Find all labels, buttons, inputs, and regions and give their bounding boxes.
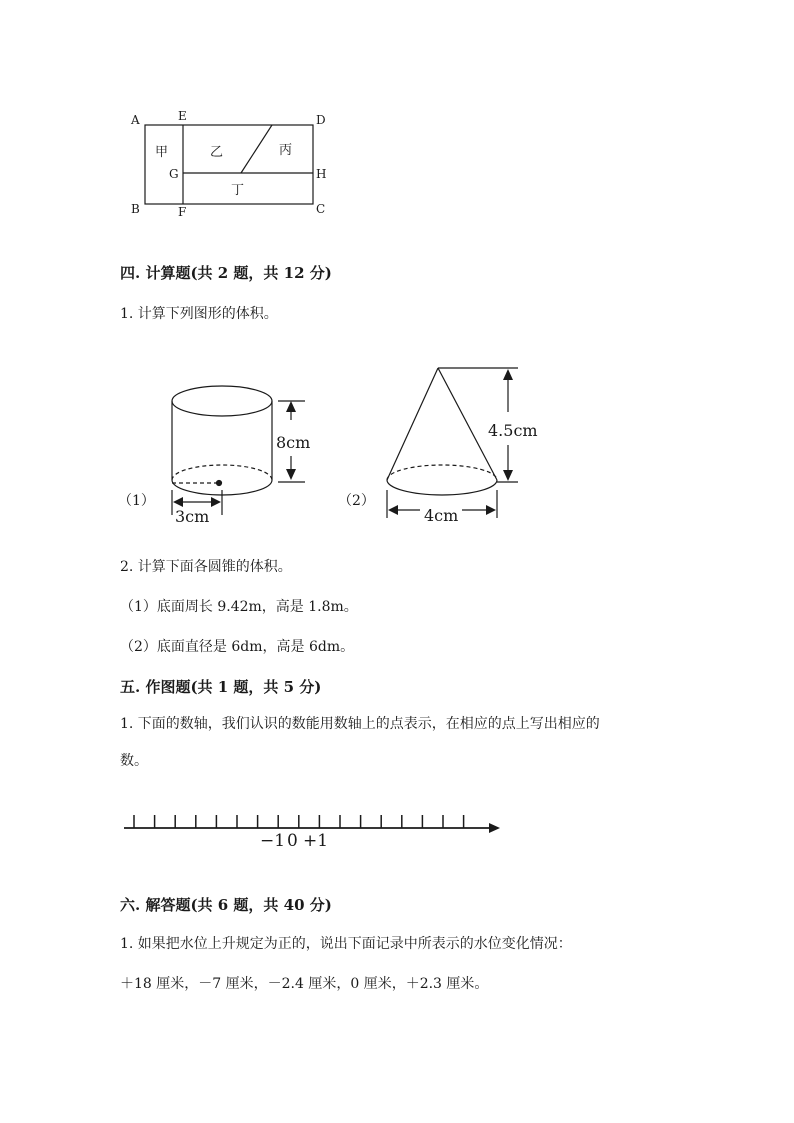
section-5-heading: 五. 作图题(共 1 题，共 5 分) (120, 678, 322, 696)
axis-label-minus-one: −1 (260, 831, 286, 851)
question-4-2-2: （2）底面直径是 6dm，高是 6dm。 (120, 639, 355, 655)
corner-label-b: B (131, 202, 140, 216)
corner-label-f: F (178, 205, 187, 219)
corner-label-d: D (316, 113, 326, 127)
number-line-ticks (134, 815, 464, 828)
axis-label-zero: 0 (287, 831, 298, 851)
question-4-2: 2. 计算下面各圆锥的体积。 (120, 559, 292, 575)
cylinder-radius-label: 3cm (175, 507, 210, 526)
cone-diameter-label: 4cm (424, 506, 459, 525)
corner-label-a: A (131, 113, 140, 127)
section-4-heading: 四. 计算题(共 2 题，共 12 分) (120, 264, 332, 282)
region-label-ding: 丁 (231, 183, 245, 198)
figure-label-2: （2） (338, 493, 375, 509)
question-5-1-line-2: 数。 (120, 753, 148, 769)
arrow-right-icon (489, 823, 500, 833)
question-6-1-values: ＋18 厘米，－7 厘米，－2.4 厘米，0 厘米，＋2.3 厘米。 (120, 976, 489, 992)
corner-label-h: H (316, 167, 327, 181)
corner-label-g: G (169, 167, 179, 181)
cylinder-height-label: 8cm (276, 433, 311, 452)
corner-label-e: E (178, 109, 187, 123)
question-4-1: 1. 计算下列图形的体积。 (120, 306, 278, 322)
region-label-yi: 乙 (210, 145, 224, 160)
cone-height-label: 4.5cm (488, 421, 538, 440)
section-6-heading: 六. 解答题(共 6 题，共 40 分) (120, 896, 332, 914)
question-5-1-line-1: 1. 下面的数轴，我们认识的数能用数轴上的点表示，在相应的点上写出相应的 (120, 716, 600, 732)
axis-label-plus-one: +1 (303, 831, 329, 851)
figure-label-1: （1） (118, 493, 155, 509)
question-4-2-1: （1）底面周长 9.42m，高是 1.8m。 (120, 599, 358, 615)
corner-label-c: C (316, 202, 326, 216)
region-label-bing: 丙 (279, 143, 293, 158)
region-label-jia: 甲 (155, 145, 169, 160)
question-6-1: 1. 如果把水位上升规定为正的，说出下面记录中所表示的水位变化情况： (120, 936, 572, 952)
